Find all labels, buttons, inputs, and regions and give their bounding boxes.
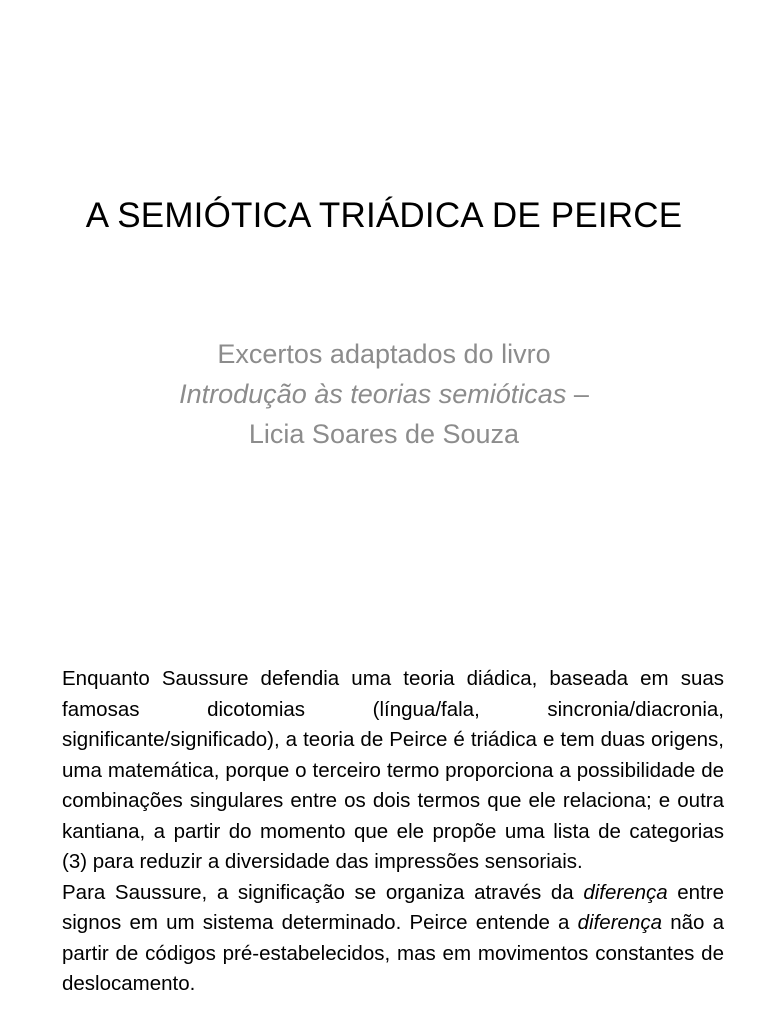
subtitle-dash: – (566, 379, 589, 409)
paragraph-2-part-3: não a partir de códigos pré-estabelecidos, mas em movimentos constantes de deslocamento. (62, 911, 724, 995)
paragraph-2-part-1: Para Saussure, a significação se organiza através da (62, 880, 584, 904)
book-title: Introdução às teorias semióticas (179, 379, 567, 409)
slide-subtitle (0, 334, 768, 454)
subtitle-line-1: Excertos adaptados do livro (217, 339, 551, 369)
paragraph-2-part-2: entre signos em um sistema determinado. Peirce entende a (62, 880, 725, 934)
subtitle-line-2 (0, 374, 768, 414)
paragraph-2-italic-1: diferença (583, 880, 668, 904)
paragraph-1: Enquanto Saussure defendia uma teoria diádica, baseada em suas famosas dicotomias (língua/fala, sincronia/diacronia, significante/significado), a teoria de Peirce é triádica e tem duas origens, uma matemática, porque o terceiro termo proporciona a possibilidade de combinações singulares entre os dois termos que ele relaciona; e outra kantiana, a partir do momento que ele propõe uma lista de categorias (3) para reduzir a diversidade das impressões sensoriais. (62, 667, 724, 873)
subtitle-author: Licia Soares de Souza (248, 419, 520, 449)
paragraph-2-italic-2: diferença (577, 911, 662, 934)
paragraph-2 (62, 878, 724, 1000)
slide-title: A SEMIÓTICA TRIÁDICA DE PEIRCE (85, 196, 683, 235)
body-text (62, 664, 724, 1000)
